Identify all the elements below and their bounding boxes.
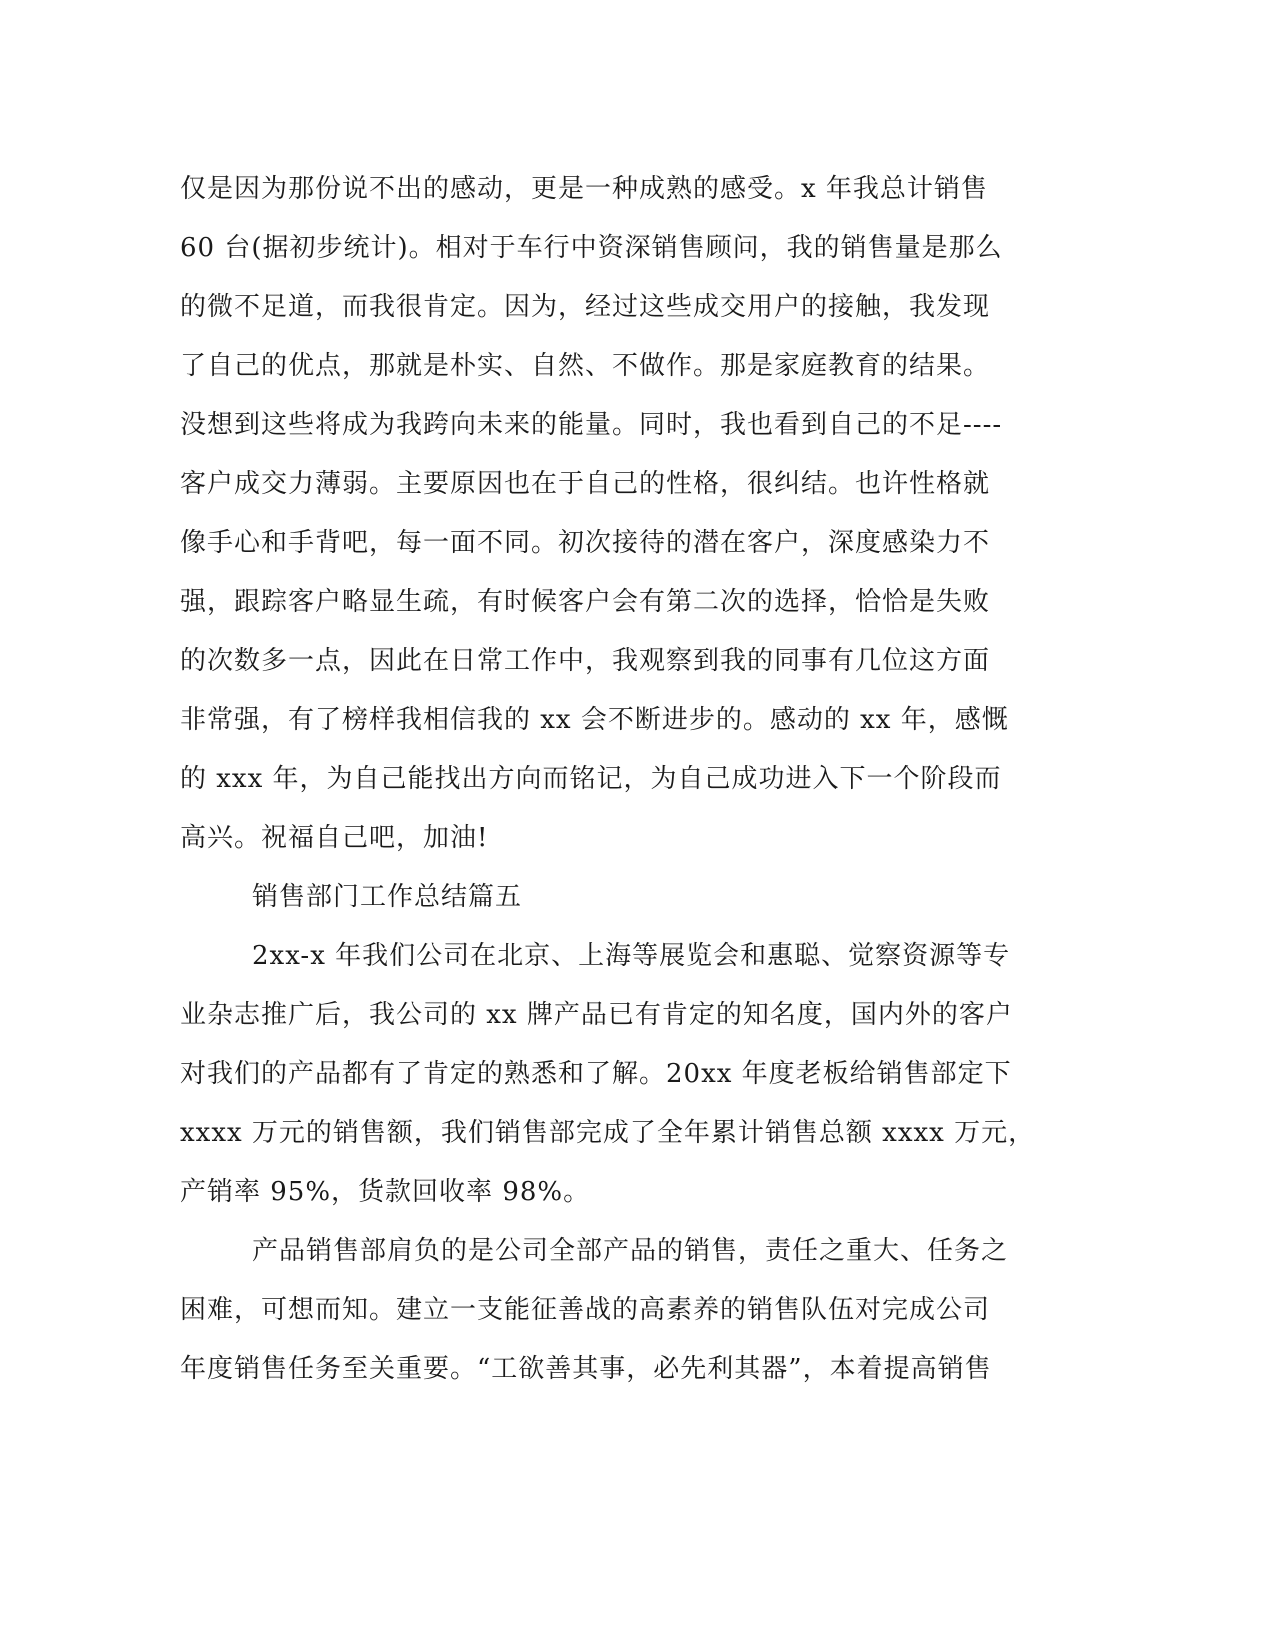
text-line: 的 xxx 年，为自己能找出方向而铭记，为自己成功进入下一个阶段而 (180, 764, 1002, 794)
paragraph-first-line: 2xx-x 年我们公司在北京、上海等展览会和惠聪、觉察资源等专 (252, 941, 1011, 971)
text-line: 产销率 95%，货款回收率 98%。 (180, 1177, 591, 1207)
text-line: 高兴。祝福自己吧，加油! (180, 823, 489, 853)
text-line: 60 台(据初步统计)。相对于车行中资深销售顾问，我的销售量是那么 (180, 233, 1003, 263)
text-line: 仅是因为那份说不出的感动，更是一种成熟的感受。x 年我总计销售 (180, 174, 988, 204)
paragraph-first-line: 产品销售部肩负的是公司全部产品的销售，责任之重大、任务之 (252, 1236, 1009, 1266)
section-heading: 销售部门工作总结篇五 (252, 882, 523, 912)
text-line: 对我们的产品都有了肯定的熟悉和了解。20xx 年度老板给销售部定下 (180, 1059, 1012, 1089)
text-line: 了自己的优点，那就是朴实、自然、不做作。那是家庭教育的结果。 (180, 351, 991, 381)
text-line: 的微不足道，而我很肯定。因为，经过这些成交用户的接触，我发现 (180, 292, 991, 322)
text-line: 非常强，有了榜样我相信我的 xx 会不断进步的。感动的 xx 年，感慨 (180, 705, 1009, 735)
text-line: 像手心和手背吧，每一面不同。初次接待的潜在客户，深度感染力不 (180, 528, 991, 558)
text-line: 没想到这些将成为我跨向未来的能量。同时，我也看到自己的不足---- (180, 410, 1003, 440)
text-line: 年度销售任务至关重要。“工欲善其事，必先利其器”，本着提高销售 (180, 1354, 992, 1384)
text-line: 困难，可想而知。建立一支能征善战的高素养的销售队伍对完成公司 (180, 1295, 991, 1325)
text-line: 客户成交力薄弱。主要原因也在于自己的性格，很纠结。也许性格就 (180, 469, 991, 499)
text-line: 强，跟踪客户略显生疏，有时候客户会有第二次的选择，恰恰是失败 (180, 587, 991, 617)
document-body (180, 160, 1040, 1399)
text-line: 业杂志推广后，我公司的 xx 牌产品已有肯定的知名度，国内外的客户 (180, 1000, 1013, 1030)
text-line: 的次数多一点，因此在日常工作中，我观察到我的同事有几位这方面 (180, 646, 991, 676)
text-line: xxxx 万元的销售额，我们销售部完成了全年累计销售总额 xxxx 万元， (180, 1118, 1036, 1148)
